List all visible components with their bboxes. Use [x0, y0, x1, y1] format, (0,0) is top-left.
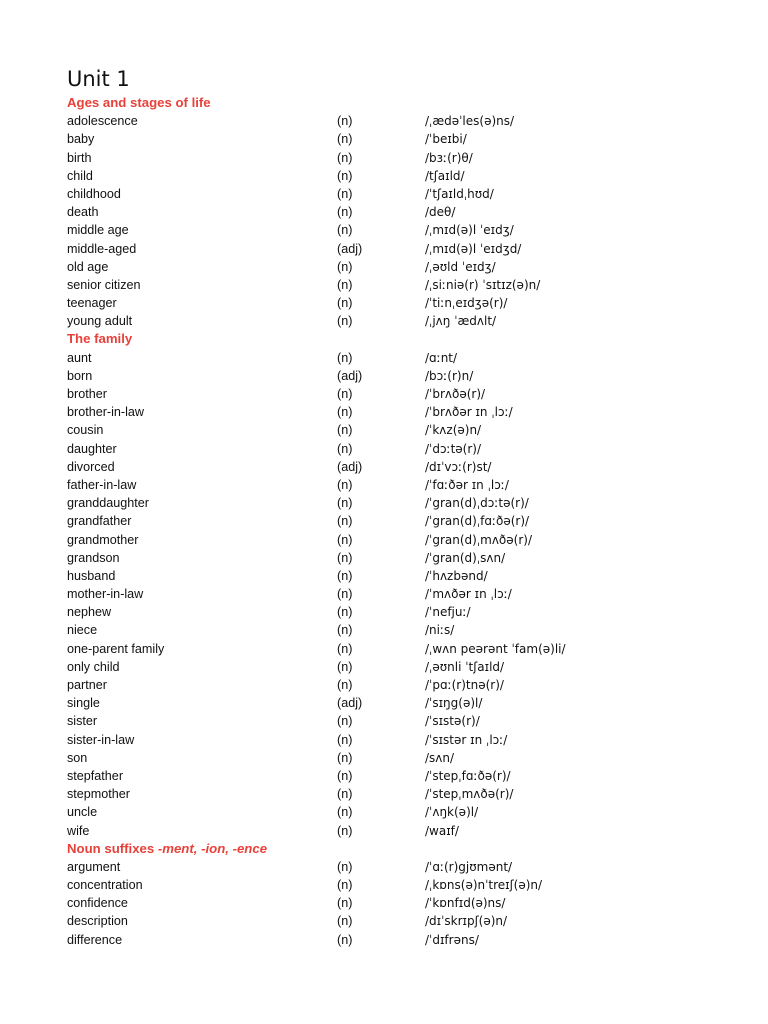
section-heading: [67, 330, 747, 348]
part-of-speech: (n): [337, 186, 353, 201]
vocab-row: [67, 731, 747, 749]
vocab-row: [67, 440, 747, 458]
pronunciation: /ˈbrʌðər ɪn ˌlɔː/: [425, 405, 513, 420]
pronunciation: /ˈɑː(r)gjʊmənt/: [425, 859, 513, 874]
part-of-speech: (n): [337, 114, 353, 129]
vocab-word: grandson: [67, 550, 120, 565]
part-of-speech: (n): [337, 896, 353, 911]
vocab-word: wife: [67, 823, 90, 838]
vocab-word: grandfather: [67, 514, 132, 529]
vocab-row: [67, 658, 747, 676]
vocab-word: cousin: [67, 423, 104, 438]
part-of-speech: (n): [337, 805, 353, 820]
vocab-word: partner: [67, 678, 107, 692]
vocab-word: nephew: [67, 605, 112, 620]
part-of-speech: (n): [337, 514, 353, 529]
part-of-speech: (n): [337, 150, 353, 165]
part-of-speech: (n): [337, 659, 353, 674]
vocab-row: [67, 621, 747, 639]
part-of-speech: (n): [337, 914, 353, 929]
part-of-speech: (n): [337, 405, 353, 420]
pronunciation: /ɑːnt/: [425, 350, 458, 365]
vocab-row: [67, 494, 747, 512]
pronunciation: /ˈgran(d)ˌmʌðə(r)/: [425, 532, 532, 547]
vocab-word: aunt: [67, 350, 92, 365]
vocab-word: son: [67, 750, 88, 765]
pronunciation: /ˈtʃaɪldˌhʊd/: [425, 186, 494, 201]
vocab-word: brother-in-law: [67, 405, 144, 420]
pronunciation: /bɜː(r)θ/: [425, 150, 473, 165]
vocab-word: granddaughter: [67, 496, 149, 511]
vocab-word: young adult: [67, 314, 133, 329]
vocab-row: [67, 458, 747, 476]
pronunciation: /sʌn/: [425, 750, 455, 765]
vocab-row: [67, 603, 747, 621]
part-of-speech: (n): [337, 350, 353, 365]
vocab-word: mother-in-law: [67, 587, 144, 602]
part-of-speech: (n): [337, 259, 353, 274]
vocab-word: sister: [67, 714, 98, 729]
part-of-speech: (n): [337, 641, 353, 656]
vocab-row: [67, 785, 747, 803]
vocab-row: [67, 421, 747, 439]
vocab-row: [67, 203, 747, 221]
vocab-word: baby: [67, 132, 95, 147]
vocab-word: husband: [67, 568, 116, 583]
pronunciation: /ˈgran(d)ˌfɑːðə(r)/: [425, 514, 530, 529]
pronunciation: /ˌædəˈles(ə)ns/: [425, 114, 515, 129]
vocab-row: [67, 531, 747, 549]
part-of-speech: (n): [337, 732, 353, 747]
part-of-speech: (n): [337, 750, 353, 765]
pronunciation: /ˈdɪfrəns/: [425, 932, 479, 947]
pronunciation: /ˈhʌzbənd/: [425, 568, 488, 583]
vocab-row: [67, 585, 747, 603]
part-of-speech: (n): [337, 223, 353, 238]
sections-container: [67, 94, 747, 949]
vocab-row: [67, 294, 747, 312]
pronunciation: /ˈfɑːðər ɪn ˌlɔː/: [425, 477, 509, 492]
part-of-speech: (adj): [337, 368, 363, 383]
vocab-word: stepmother: [67, 787, 130, 802]
part-of-speech: (n): [337, 678, 353, 692]
vocab-word: divorced: [67, 459, 115, 474]
vocab-row: [67, 130, 747, 148]
vocab-word: one-parent family: [67, 641, 165, 656]
part-of-speech: (n): [337, 550, 353, 565]
pronunciation: /ˌmɪd(ə)l ˈeɪdʒ/: [425, 223, 514, 238]
part-of-speech: (adj): [337, 459, 363, 474]
vocab-row: [67, 185, 747, 203]
pronunciation: /waɪf/: [425, 823, 459, 838]
vocab-word: senior citizen: [67, 277, 141, 292]
vocab-word: only child: [67, 659, 120, 674]
part-of-speech: (n): [337, 878, 353, 893]
pronunciation: /ˌwʌn peərənt ˈfam(ə)li/: [425, 641, 566, 656]
pronunciation: /ˈsɪŋg(ə)l/: [425, 696, 483, 711]
vocab-row: [67, 349, 747, 367]
part-of-speech: (n): [337, 568, 353, 583]
vocab-word: uncle: [67, 805, 98, 820]
vocab-row: [67, 876, 747, 894]
unit-title: Unit 1: [67, 67, 130, 91]
part-of-speech: (n): [337, 787, 353, 802]
pronunciation: /ˈʌŋk(ə)l/: [425, 805, 479, 820]
pronunciation: /ˈgran(d)ˌdɔːtə(r)/: [425, 496, 529, 511]
vocab-row: [67, 512, 747, 530]
vocab-row: [67, 858, 747, 876]
pronunciation: /ˈpɑː(r)tnə(r)/: [425, 678, 504, 692]
vocab-word: brother: [67, 387, 107, 401]
vocab-row: [67, 549, 747, 567]
vocab-row: [67, 912, 747, 930]
part-of-speech: (n): [337, 859, 353, 874]
vocab-word: death: [67, 205, 99, 220]
part-of-speech: (n): [337, 441, 353, 456]
vocab-row: [67, 312, 747, 330]
vocab-word: concentration: [67, 878, 143, 893]
pronunciation: /ˈkɒnfɪd(ə)ns/: [425, 896, 506, 911]
vocab-row: [67, 385, 747, 403]
vocab-row: [67, 640, 747, 658]
part-of-speech: (n): [337, 532, 353, 547]
part-of-speech: (n): [337, 423, 353, 438]
pronunciation: /dɪˈvɔː(r)st/: [425, 459, 492, 474]
part-of-speech: (n): [337, 623, 353, 638]
vocab-row: [67, 712, 747, 730]
vocab-word: middle-aged: [67, 241, 137, 256]
vocab-word: father-in-law: [67, 477, 137, 492]
section-heading-text: Ages and stages of life: [67, 95, 211, 110]
section-heading-text: Noun suffixes: [67, 840, 158, 856]
part-of-speech: (n): [337, 605, 353, 620]
vocab-row: [67, 240, 747, 258]
pronunciation: /niːs/: [425, 623, 455, 638]
section-heading: [67, 94, 747, 112]
vocabulary-page: [67, 64, 747, 949]
pronunciation: /ˈbeɪbi/: [425, 132, 467, 147]
vocab-row: [67, 167, 747, 185]
vocab-word: childhood: [67, 186, 121, 201]
section-heading-text: The family: [67, 331, 133, 347]
vocab-row: [67, 822, 747, 840]
pronunciation: /tʃaɪld/: [425, 168, 465, 183]
pronunciation: /ˈstepˌfɑːðə(r)/: [425, 768, 511, 783]
part-of-speech: (n): [337, 587, 353, 602]
vocab-row: [67, 476, 747, 494]
vocab-word: grandmother: [67, 532, 139, 547]
vocab-row: [67, 258, 747, 276]
vocab-row: [67, 276, 747, 294]
part-of-speech: (n): [337, 496, 353, 511]
part-of-speech: (n): [337, 168, 353, 183]
vocab-row: [67, 894, 747, 912]
vocab-word: niece: [67, 623, 98, 638]
vocab-row: [67, 694, 747, 712]
pronunciation: /ˈbrʌðə(r)/: [425, 387, 486, 401]
vocab-row: [67, 403, 747, 421]
pronunciation: /ˈkʌz(ə)n/: [425, 423, 482, 438]
part-of-speech: (adj): [337, 696, 363, 711]
pronunciation: /ˌəʊnli ˈtʃaɪld/: [425, 659, 505, 674]
vocab-word: child: [67, 168, 93, 183]
vocab-word: sister-in-law: [67, 732, 135, 747]
pronunciation: /ˌsiːniə(r) ˈsɪtɪz(ə)n/: [425, 277, 541, 292]
pronunciation: /dɪˈskrɪpʃ(ə)n/: [425, 914, 508, 929]
vocab-word: single: [67, 696, 100, 711]
pronunciation: /ˌkɒns(ə)nˈtreɪʃ(ə)n/: [425, 878, 543, 893]
part-of-speech: (n): [337, 314, 353, 329]
pronunciation: /ˈsɪstər ɪn ˌlɔː/: [425, 732, 508, 747]
pronunciation: /ˈnefjuː/: [425, 605, 471, 620]
part-of-speech: (n): [337, 714, 353, 729]
vocab-row: [67, 567, 747, 585]
vocab-word: argument: [67, 859, 121, 874]
part-of-speech: (n): [337, 387, 353, 401]
vocab-word: confidence: [67, 896, 128, 911]
vocab-row: [67, 367, 747, 385]
section-heading: [67, 840, 747, 858]
part-of-speech: (n): [337, 768, 353, 783]
section-heading-suffixes: -ment, -ion, -ence: [157, 840, 268, 856]
part-of-speech: (n): [337, 205, 353, 220]
pronunciation: /ˈmʌðər ɪn ˌlɔː/: [425, 587, 512, 602]
vocab-row: [67, 676, 747, 694]
part-of-speech: (n): [337, 296, 353, 311]
vocab-row: [67, 749, 747, 767]
vocab-word: adolescence: [67, 114, 138, 129]
part-of-speech: (n): [337, 823, 353, 838]
vocab-row: [67, 931, 747, 949]
vocab-row: [67, 112, 747, 130]
pronunciation: /deθ/: [425, 205, 456, 220]
vocab-word: difference: [67, 932, 123, 947]
vocab-word: daughter: [67, 441, 117, 456]
vocab-row: [67, 803, 747, 821]
vocab-word: stepfather: [67, 768, 124, 783]
pronunciation: /ˈgran(d)ˌsʌn/: [425, 550, 506, 565]
pronunciation: /ˌəʊld ˈeɪdʒ/: [425, 259, 496, 274]
vocab-word: birth: [67, 150, 92, 165]
vocab-word: description: [67, 914, 128, 929]
part-of-speech: (n): [337, 277, 353, 292]
vocab-word: teenager: [67, 296, 117, 311]
vocab-row: [67, 767, 747, 785]
vocab-word: born: [67, 368, 93, 383]
pronunciation: /ˌmɪd(ə)l ˈeɪdʒd/: [425, 241, 522, 256]
vocab-row: [67, 221, 747, 239]
pronunciation: /bɔː(r)n/: [425, 368, 474, 383]
pronunciation: /ˈtiːnˌeɪdʒə(r)/: [425, 296, 508, 311]
part-of-speech: (adj): [337, 241, 363, 256]
part-of-speech: (n): [337, 477, 353, 492]
part-of-speech: (n): [337, 932, 353, 947]
part-of-speech: (n): [337, 132, 353, 147]
pronunciation: /ˈdɔːtə(r)/: [425, 441, 482, 456]
pronunciation: /ˈsɪstə(r)/: [425, 714, 480, 729]
vocab-row: [67, 149, 747, 167]
pronunciation: /ˈstepˌmʌðə(r)/: [425, 787, 514, 802]
vocab-word: middle age: [67, 223, 129, 238]
vocab-word: old age: [67, 259, 109, 274]
pronunciation: /ˌjʌŋ ˈædʌlt/: [425, 314, 497, 329]
